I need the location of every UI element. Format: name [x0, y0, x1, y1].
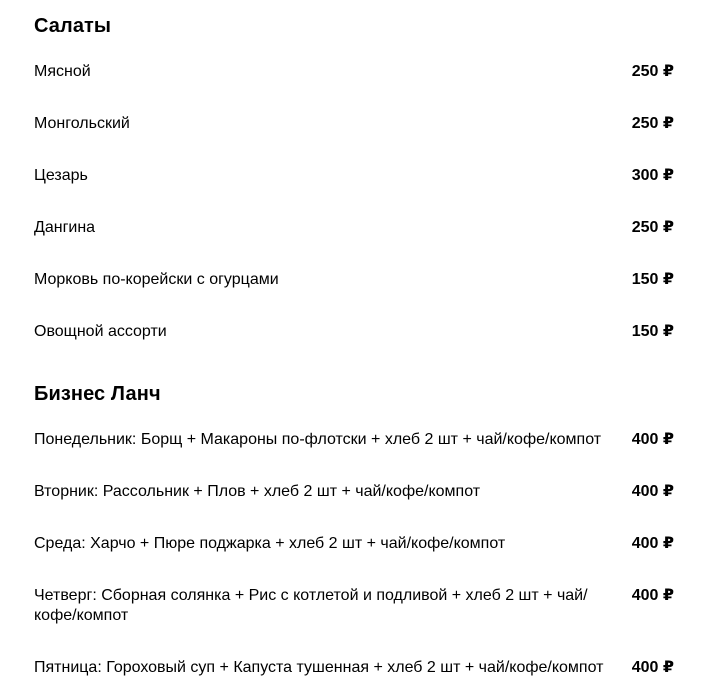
menu-item-price: 400 ₽ [631, 483, 674, 500]
menu-item-salad-korean-carrot [34, 270, 674, 290]
menu-item-name: Среда: Харчо + Пюре поджарка + хлеб 2 шт + чай/кофе/компот [34, 535, 506, 552]
menu-item-name: Вторник: Рассольник + Плов + хлеб 2 шт + чай/кофе/компот [34, 483, 481, 500]
menu-item-price: 150 ₽ [631, 271, 674, 288]
menu-item-lunch-tuesday [34, 482, 674, 502]
menu-item-lunch-monday [34, 430, 674, 450]
menu-item-lunch-wednesday [34, 534, 674, 554]
menu-item-price: 400 ₽ [631, 431, 674, 448]
menu-item-name: Пятница: Гороховый суп + Капуста тушенная + хлеб 2 шт + чай/кофе/компот [34, 659, 604, 676]
menu-item-price: 250 ₽ [631, 115, 674, 132]
menu-item-name: Четверг: Сборная солянка + Рис с котлетой и подливой + хлеб 2 шт + чай/кофе/компот [34, 587, 588, 624]
menu-item-salad-dangina [34, 218, 674, 238]
menu-item-name: Цезарь [34, 167, 88, 184]
menu-item-price: 250 ₽ [631, 219, 674, 236]
menu-item-salad-vegetable-assorted [34, 322, 674, 342]
menu-item-salad-mongolian [34, 114, 674, 134]
menu-item-price: 400 ₽ [631, 587, 674, 604]
menu-item-price: 150 ₽ [631, 323, 674, 340]
menu-item-lunch-thursday [34, 586, 674, 626]
menu-item-lunch-friday [34, 658, 674, 678]
menu-item-name: Морковь по-корейски с огурцами [34, 271, 279, 288]
section-title-salads: Салаты [34, 15, 112, 37]
menu-item-name: Монгольский [34, 115, 130, 132]
menu-item-name: Понедельник: Борщ + Макароны по-флотски + хлеб 2 шт + чай/кофе/компот [34, 431, 602, 448]
menu-item-name: Дангина [34, 219, 96, 236]
menu-item-price: 250 ₽ [631, 63, 674, 80]
menu-item-salad-caesar [34, 166, 674, 186]
menu-item-price: 400 ₽ [631, 535, 674, 552]
menu-item-price: 400 ₽ [631, 659, 674, 676]
section-title-business-lunch: Бизнес Ланч [34, 383, 161, 405]
menu-item-salad-meat [34, 62, 674, 82]
menu-item-name: Мясной [34, 63, 91, 80]
menu-item-price: 300 ₽ [631, 167, 674, 184]
menu-item-name: Овощной ассорти [34, 323, 167, 340]
